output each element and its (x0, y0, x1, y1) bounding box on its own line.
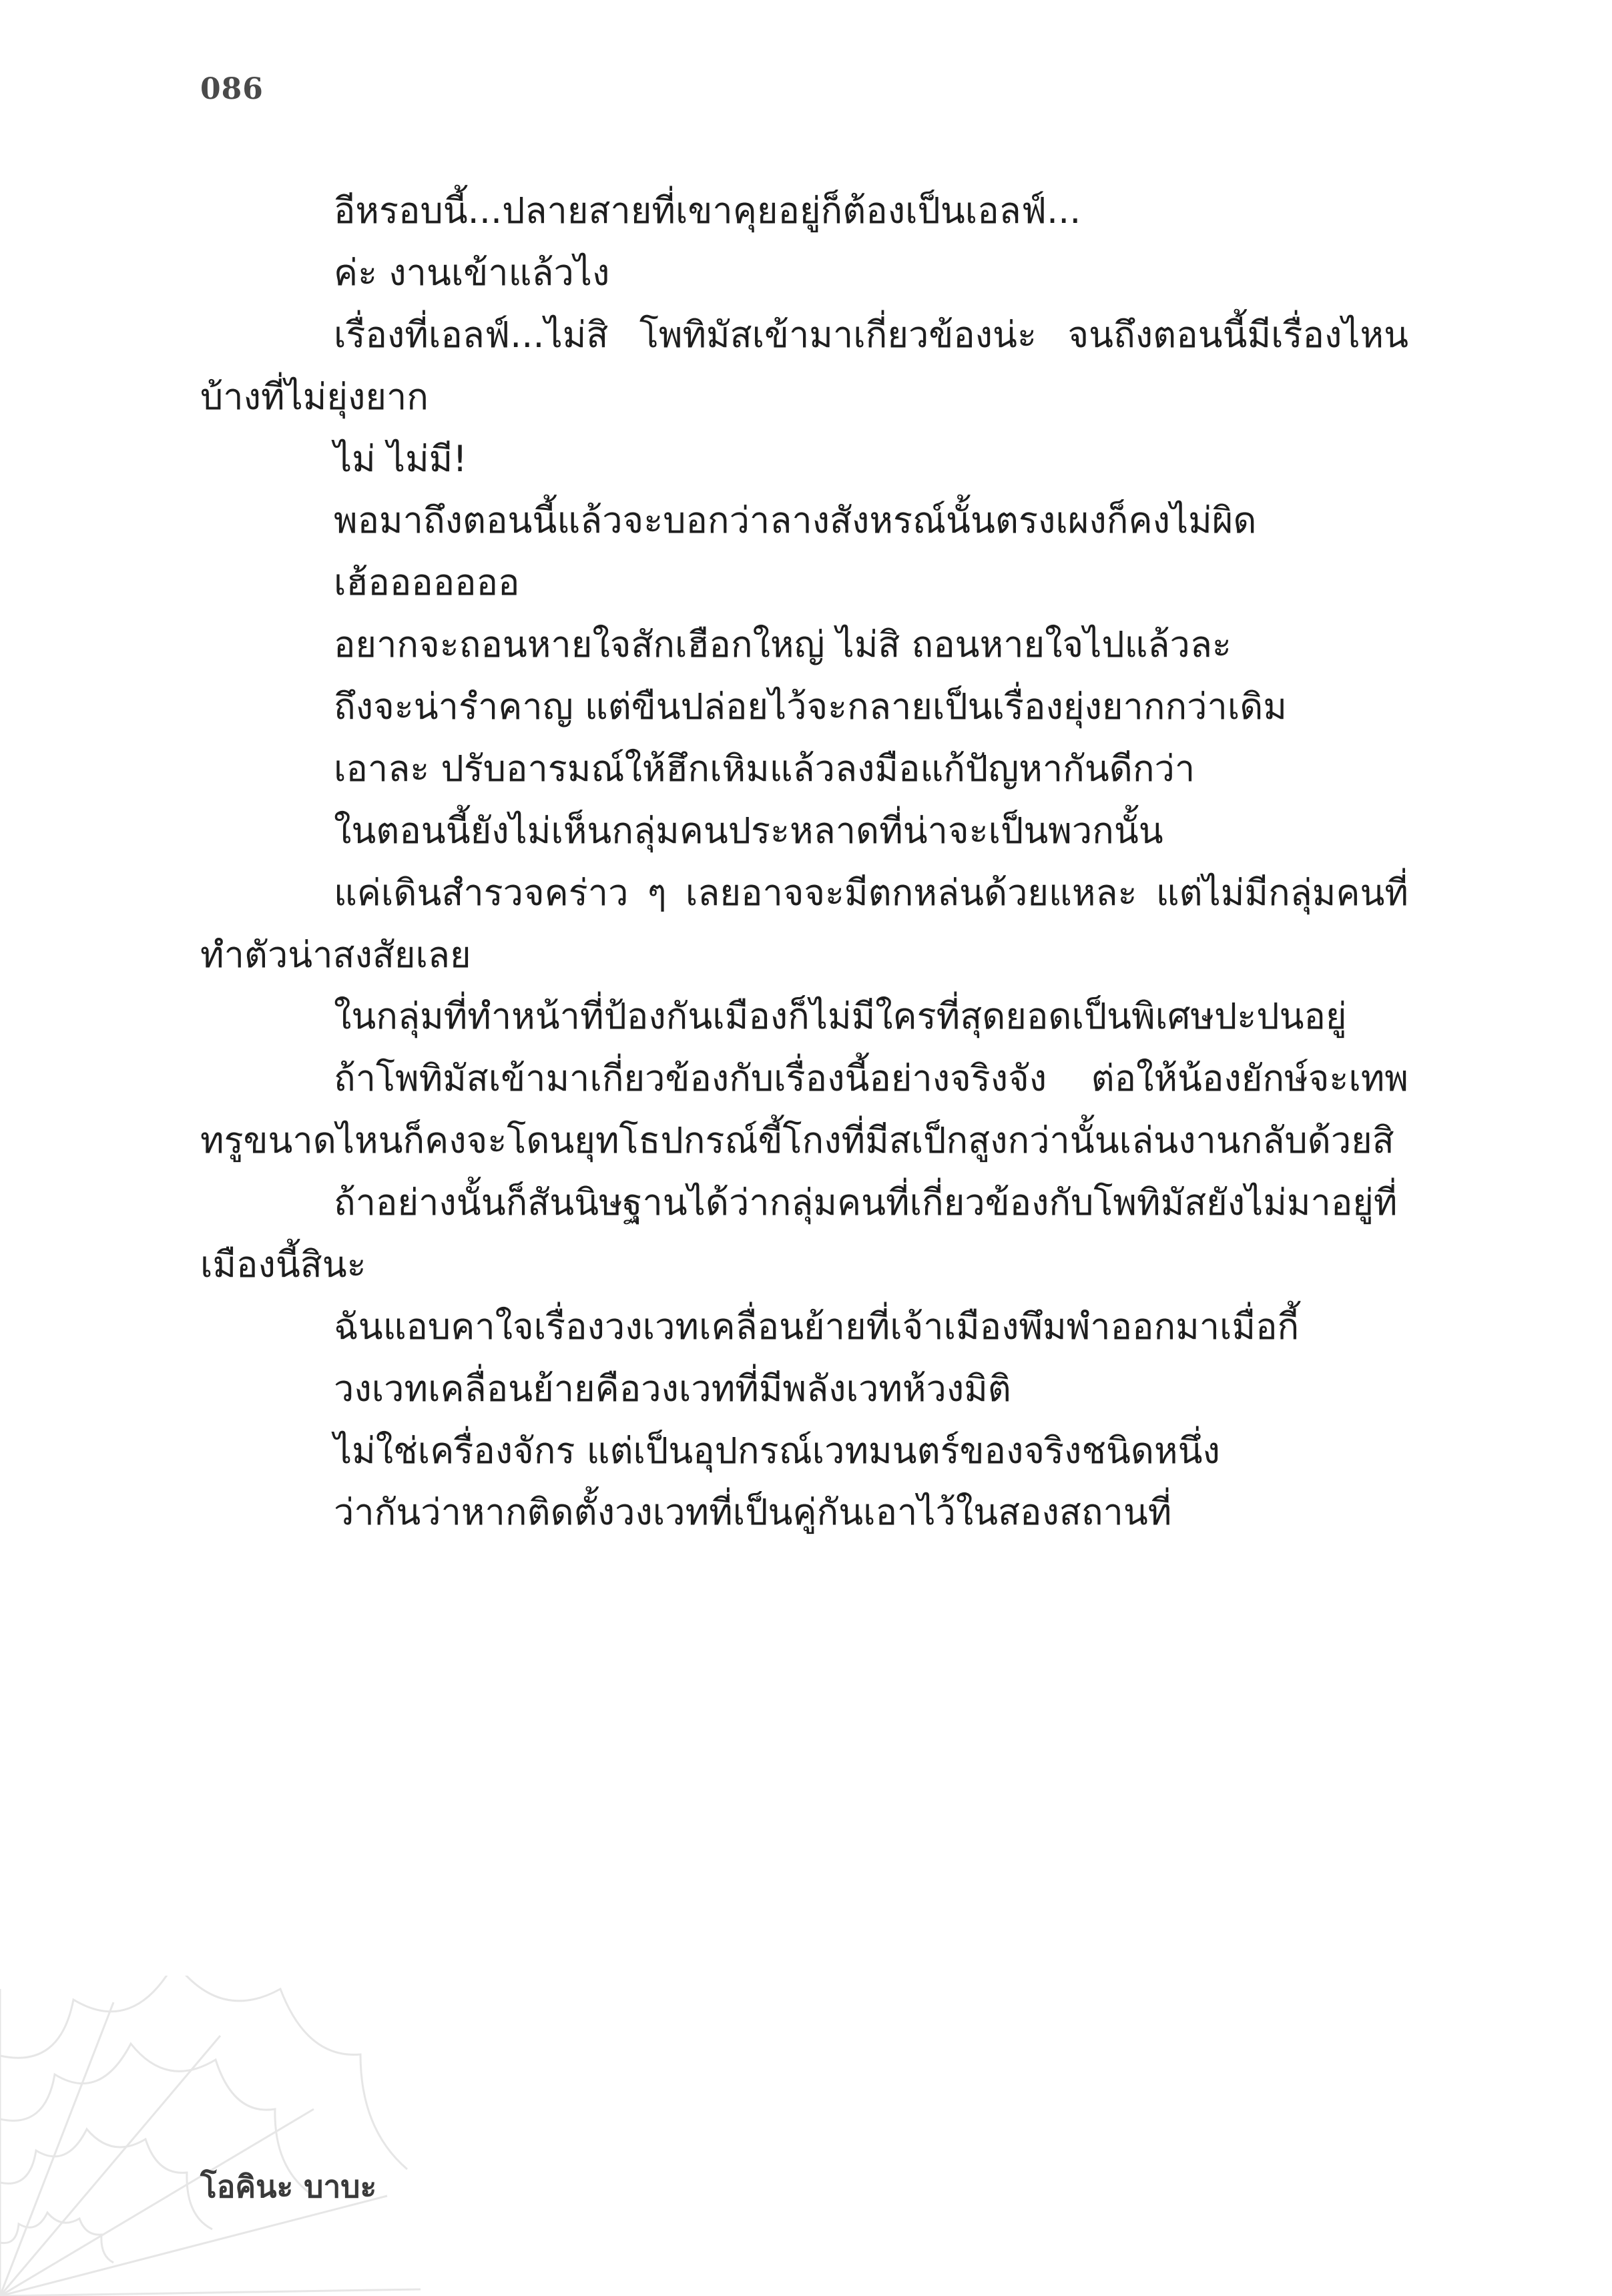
paragraph: ว่ากันว่าหากติดตั้งวงเวทที่เป็นคู่กันเอาไว้ในสองสถานที่ (334, 1491, 1172, 1534)
paragraph: เรื่องที่เอลฟ์...ไม่สิ โพทิมัสเข้ามาเกี่ยวข้องน่ะ จนถึงตอนนี้มีเรื่องไหนบ้างที่ไม่ยุ่งยาก (200, 313, 1408, 418)
paragraph: ถ้าโพทิมัสเข้ามาเกี่ยวข้องกับเรื่องนี้อย่างจริงจัง ต่อให้น้องยักษ์จะเทพทรูขนาดไหนก็คงจะโดนยุทโธปกรณ์ขี้โกงที่มีสเป็กสูงกว่านั้นเล่นงานกลับด้วยสิ (200, 1057, 1408, 1162)
author-name: โอคินะ บาบะ (200, 2169, 377, 2205)
paragraph: วงเวทเคลื่อนย้ายคือวงเวทที่มีพลังเวทห้วงมิติ (334, 1367, 1011, 1410)
paragraph: แค่เดินสำรวจคร่าว ๆ เลยอาจจะมีตกหล่นด้วยแหละ แต่ไม่มีกลุ่มคนที่ทำตัวน่าสงสัยเลย (200, 871, 1408, 976)
paragraph: อยากจะถอนหายใจสักเฮือกใหญ่ ไม่สิ ถอนหายใจไปแล้วละ (334, 623, 1232, 666)
body-text (200, 180, 1408, 1544)
paragraph: ในกลุ่มที่ทำหน้าที่ป้องกันเมืองก็ไม่มีใครที่สุดยอดเป็นพิเศษปะปนอยู่ (334, 995, 1347, 1038)
paragraph: ไม่ใช่เครื่องจักร แต่เป็นอุปกรณ์เวทมนตร์ของจริงชนิดหนึ่ง (334, 1429, 1220, 1472)
paragraph: ไม่ ไม่มี! (334, 437, 467, 480)
page-number: 086 (200, 72, 264, 106)
paragraph: เฮ้อออออออ (334, 561, 520, 604)
paragraph: ค่ะ งานเข้าแล้วไง (334, 251, 610, 294)
paragraph: อีหรอบนี้...ปลายสายที่เขาคุยอยู่ก็ต้องเป็นเอลฟ์... (334, 190, 1081, 232)
paragraph: พอมาถึงตอนนี้แล้วจะบอกว่าลางสังหรณ์นั้นตรงเผงก็คงไม่ผิด (334, 499, 1257, 542)
paragraph: ถึงจะน่ารำคาญ แต่ขืนปล่อยไว้จะกลายเป็นเรื่องยุ่งยากกว่าเดิม (334, 685, 1287, 728)
paragraph: ฉันแอบคาใจเรื่องวงเวทเคลื่อนย้ายที่เจ้าเมืองพึมพำออกมาเมื่อกี้ (334, 1305, 1300, 1348)
paragraph: ในตอนนี้ยังไม่เห็นกลุ่มคนประหลาดที่น่าจะเป็นพวกนั้น (334, 809, 1163, 852)
spider-web-icon (0, 1976, 427, 2296)
paragraph: เอาละ ปรับอารมณ์ให้ฮึกเหิมแล้วลงมือแก้ปัญหากันดีกว่า (334, 747, 1195, 790)
paragraph: ถ้าอย่างนั้นก็สันนิษฐานได้ว่ากลุ่มคนที่เกี่ยวข้องกับโพทิมัสยังไม่มาอยู่ที่เมืองนี้สินะ (200, 1181, 1398, 1285)
